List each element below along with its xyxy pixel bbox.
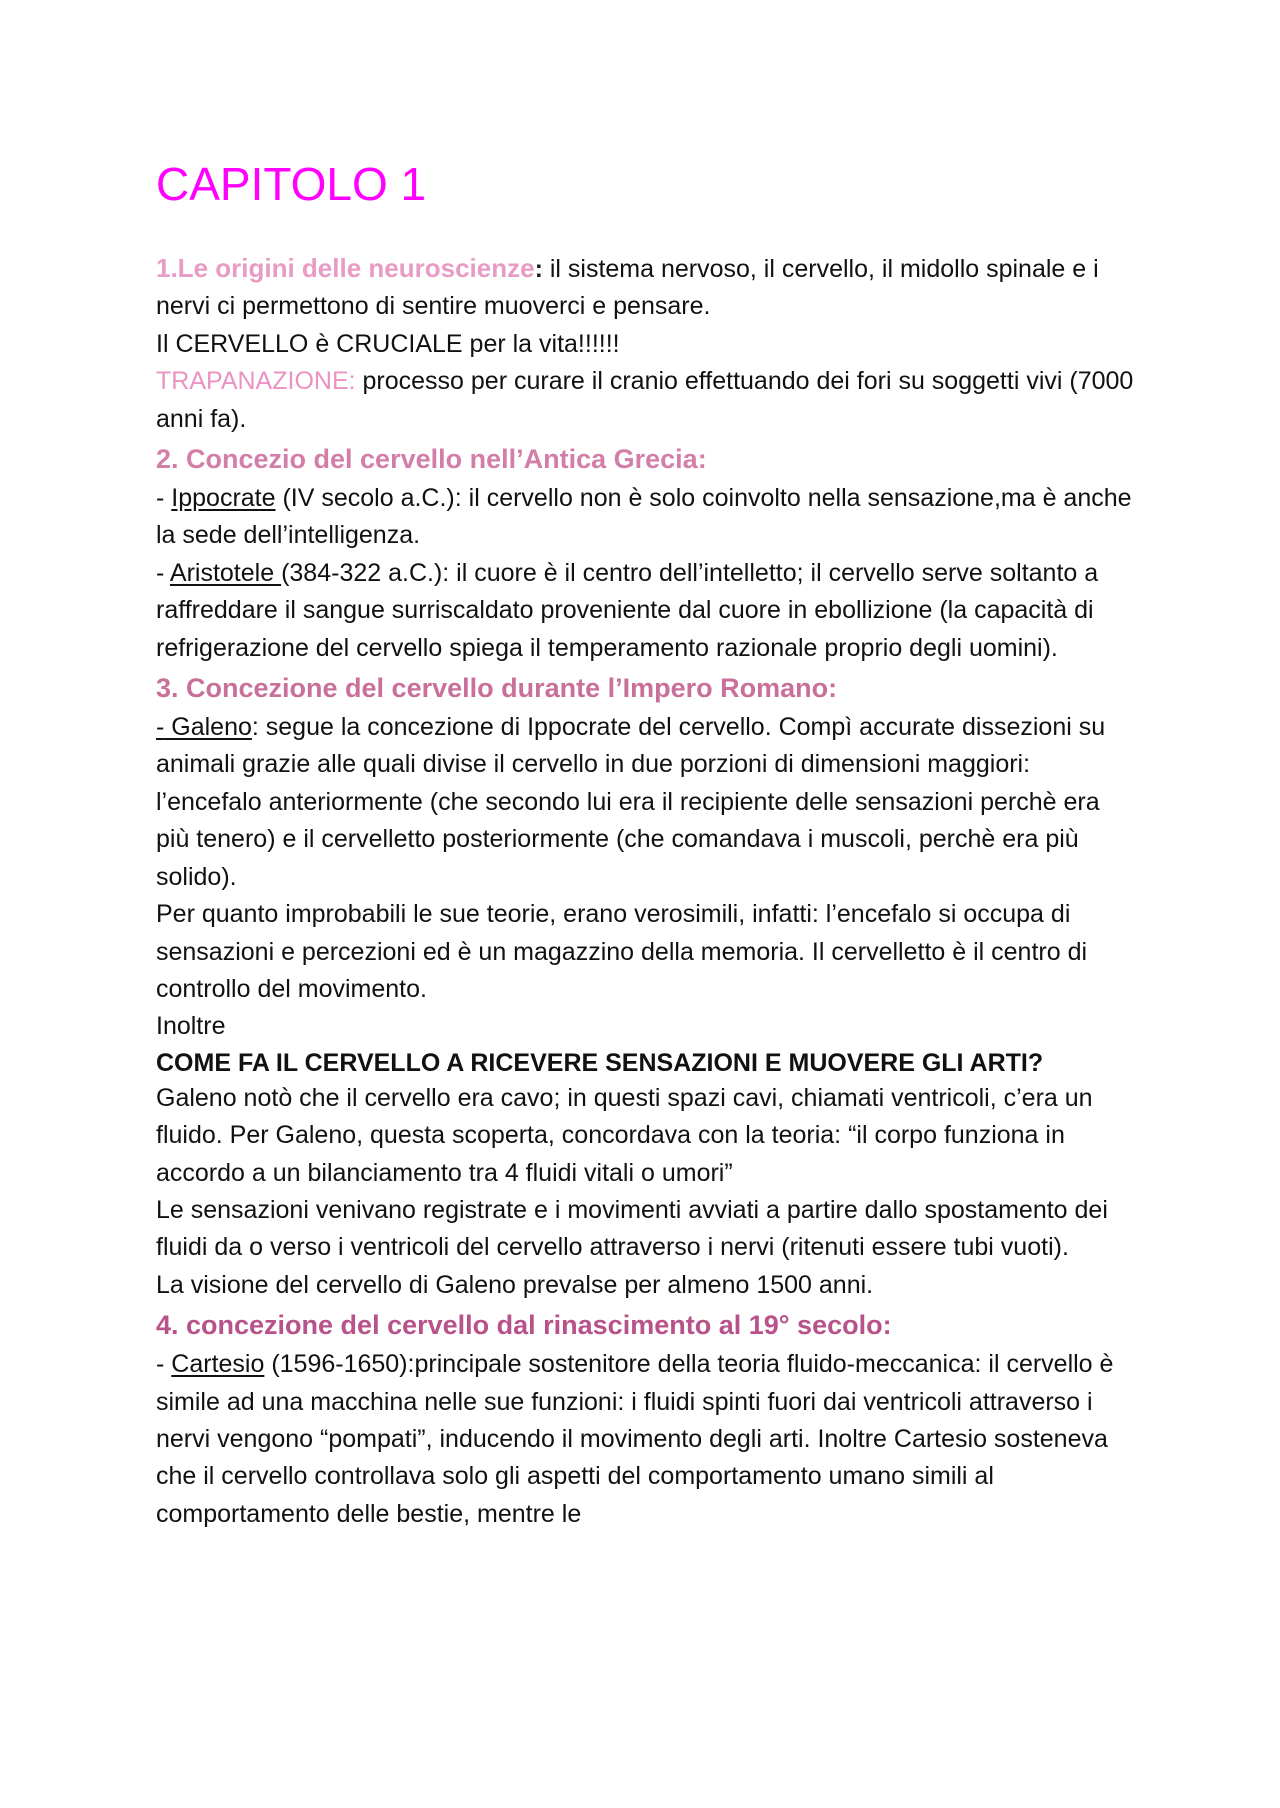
section-1-colon: :: [534, 255, 543, 283]
galeno-paragraph: [156, 709, 1136, 896]
galeno-paragraph-2: Per quanto improbabili le sue teorie, erano verosimili, infatti: l’encefalo si occupa di sensazioni e percezioni ed è un magazzino della memoria. Il cervelletto è il centro di controllo del movimento.: [156, 900, 1088, 1003]
aristotele-paragraph: [156, 555, 1136, 667]
section-4-heading: 4. concezione del cervello dal rinascimento al 19° secolo:: [156, 1310, 892, 1341]
section-1-heading: 1.Le origini delle neuroscienze: [156, 253, 535, 283]
aristotele-text: (384-322 a.C.): il cuore è il centro dell’intelletto; il cervello serve soltanto a raffreddare il sangue surriscaldato proveniente dal cuore in ebollizione (la capacità di refrigerazione del cervello spiega il temperamento razionale proprio degli uomini).: [156, 558, 1099, 662]
galeno-paragraph-3: Galeno notò che il cervello era cavo; in questi spazi cavi, chiamati ventricoli, c’era un fluido. Per Galeno, questa scoperta, concordava con la teoria: “il corpo funziona in accordo a un bilanciamento tra 4 fluidi vitali o umori”: [156, 1083, 1093, 1187]
cartesio-text: (1596-1650):principale sostenitore della teoria fluido-meccanica: il cervello è simile ad una macchina nelle sue funzioni: i fluidi spinti fuori dai ventricoli attraverso i nervi vengono “pompati”, inducendo il movimento degli arti. Inoltre Cartesio sosteneva che il cervello controllava solo gli aspetti del comportamento umano simili al comportamento delle bestie, mentre le: [156, 1350, 1114, 1528]
trapanazione-label: TRAPANAZIONE:: [156, 367, 356, 396]
trapanazione-paragraph: [156, 363, 1136, 438]
section-3-heading: 3. Concezione del cervello durante l’Impero Romano:: [156, 673, 838, 704]
cartesio-paragraph: [156, 1346, 1136, 1533]
cervello-cruciale-line: Il CERVELLO è CRUCIALE per la vita!!!!!!: [156, 329, 620, 358]
ippocrate-paragraph: [156, 480, 1136, 555]
list-dash: -: [156, 484, 172, 513]
aristotele-name: Aristotele: [169, 558, 282, 587]
galeno-paragraph-5: La visione del cervello di Galeno prevalse per almeno 1500 anni.: [156, 1270, 874, 1299]
ippocrate-name: Ippocrate: [171, 484, 276, 513]
galeno-paragraph-4: Le sensazioni venivano registrate e i movimenti avviati a partire dallo spostamento dei fluidi da o verso i ventricoli del cervello attraverso i nervi (ritenuti essere tubi vuoti).: [156, 1195, 1108, 1262]
section-2-heading: 2. Concezio del cervello nell’Antica Grecia:: [156, 444, 707, 475]
ippocrate-text: (IV secolo a.C.): il cervello non è solo coinvolto nella sensazione,ma è anche la sede dell’intelligenza.: [156, 484, 1132, 550]
galeno-name: Galeno: [164, 713, 252, 742]
cartesio-name: Cartesio: [171, 1350, 265, 1379]
list-dash: -: [156, 558, 170, 587]
galeno-text: : segue la concezione di Ippocrate del cervello. Compì accurate dissezioni su animali grazie alle quali divise il cervello in due porzioni di dimensioni maggiori: l’encefalo anteriormente (che secondo lui era il recipiente delle sensazioni perchè era più tenero) e il cervelletto posteriormente (che comandava i muscoli, perchè era più solido).: [156, 713, 1106, 891]
trapanazione-text: processo per curare il cranio effettuando dei fori su soggetti vivi (7000 anni fa).: [156, 367, 1134, 433]
section-1-paragraph: [156, 250, 1136, 326]
document-body: [156, 156, 1136, 1533]
section-1-text: il sistema nervoso, il cervello, il midollo spinale e i nervi ci permettono di sentire muoverci e pensare.: [156, 255, 1099, 321]
list-dash-galeno: - Galeno: [156, 713, 252, 742]
chapter-title: CAPITOLO 1: [156, 158, 427, 210]
list-dash: -: [156, 1350, 172, 1379]
inoltre-line: Inoltre: [156, 1012, 226, 1041]
question-heading: COME FA IL CERVELLO A RICEVERE SENSAZIONI E MUOVERE GLI ARTI?: [156, 1048, 1044, 1077]
